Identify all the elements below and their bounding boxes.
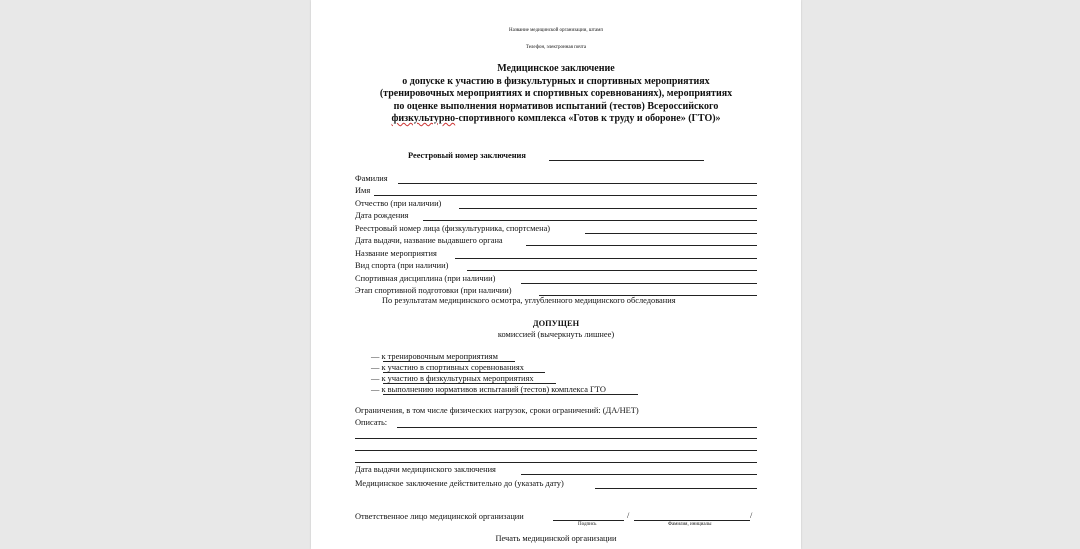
title-line-3: (тренировочных мероприятиях и спортивных соревнованиях), мероприятиях (379, 88, 733, 99)
field-line-person-registry-number[interactable] (585, 233, 757, 234)
registry-number-label: Реестровый номер заключения (408, 151, 526, 160)
field-label-patronymic: Отчество (при наличии) (355, 199, 442, 208)
describe-line-1[interactable] (397, 427, 757, 428)
field-line-name[interactable] (374, 195, 757, 196)
issue-date-label: Дата выдачи медицинского заключения (355, 465, 496, 474)
valid-until-line[interactable] (595, 488, 757, 489)
field-label-issue-info: Дата выдачи, название выдавшего органа (355, 236, 503, 245)
name-caption: Фамилия, инициалы (668, 522, 712, 527)
responsible-label: Ответственное лицо медицинской организации (355, 512, 524, 521)
field-label-event-name: Название мероприятия (355, 249, 437, 258)
contacts-header: Телефон, электронная почта (525, 45, 587, 50)
document-page (311, 0, 801, 549)
name-line[interactable] (634, 520, 750, 521)
field-label-name: Имя (355, 186, 371, 195)
describe-line-4[interactable] (355, 462, 757, 463)
describe-line-2[interactable] (355, 438, 757, 439)
slash-separator: / (627, 511, 630, 520)
describe-label: Описать: (355, 418, 388, 427)
field-line-patronymic[interactable] (459, 208, 757, 209)
option-physical-events[interactable]: — к участию в физкультурных мероприятиях (371, 374, 534, 383)
field-label-person-registry-number: Реестровый номер лица (физкультурника, спортсмена) (355, 224, 551, 233)
describe-line-3[interactable] (355, 450, 757, 451)
option-gto-norms[interactable]: — к выполнению нормативов испытаний (тестов) комплекса ГТО (371, 385, 606, 394)
field-label-training-stage: Этап спортивной подготовки (при наличии) (355, 286, 512, 295)
field-line-sport[interactable] (467, 270, 757, 271)
option-underline-4 (383, 394, 638, 395)
option-underline-1 (383, 361, 515, 362)
admitted-heading: ДОПУЩЕН (532, 319, 580, 328)
valid-until-label: Медицинское заключение действительно до (указать дату) (355, 479, 564, 488)
results-text: По результатам медицинского осмотра, углубленного медицинского обследования (382, 296, 676, 305)
signature-line[interactable] (553, 520, 624, 521)
option-underline-3 (383, 383, 556, 384)
field-line-birthdate[interactable] (423, 220, 757, 221)
title-line-4: по оценке выполнения нормативов испытаний (тестов) Всероссийского (393, 100, 719, 112)
title-line-5-prefix: физкультурно (391, 113, 456, 124)
issue-date-line[interactable] (521, 474, 757, 475)
title-line-2: о допуске к участию в физкультурных и спортивных мероприятиях (402, 75, 710, 87)
field-label-discipline: Спортивная дисциплина (при наличии) (355, 274, 496, 283)
field-label-birthdate: Дата рождения (355, 211, 409, 220)
stamp-label: Печать медицинской организации (495, 534, 617, 543)
field-line-issue-info[interactable] (526, 245, 757, 246)
org-name-header: Название медицинской организации, штамп (508, 28, 604, 33)
title-line-5 (311, 113, 801, 126)
signature-caption: Подпись (578, 522, 597, 527)
field-label-sport: Вид спорта (при наличии) (355, 261, 449, 270)
title-line-5-rest: -спортивного комплекса «Готов к труду и обороне» (ГТО)» (455, 113, 721, 124)
field-label-surname: Фамилия (355, 174, 388, 183)
restrictions-label: Ограничения, в том числе физических нагрузок, сроки ограничений: (ДА/НЕТ) (355, 406, 639, 415)
option-training[interactable]: — к тренировочным мероприятиям (371, 352, 498, 361)
option-underline-2 (383, 372, 545, 373)
slash-separator-end: / (750, 511, 753, 520)
title-line-1: Медицинское заключение (497, 63, 615, 74)
field-line-discipline[interactable] (521, 283, 757, 284)
registry-number-field[interactable] (549, 160, 704, 161)
option-competitions[interactable]: — к участию в спортивных соревнованиях (371, 363, 524, 372)
commission-note: комиссией (вычеркнуть лишнее) (497, 330, 615, 339)
field-line-surname[interactable] (398, 183, 757, 184)
document-title (311, 63, 801, 126)
field-line-event-name[interactable] (455, 258, 757, 259)
